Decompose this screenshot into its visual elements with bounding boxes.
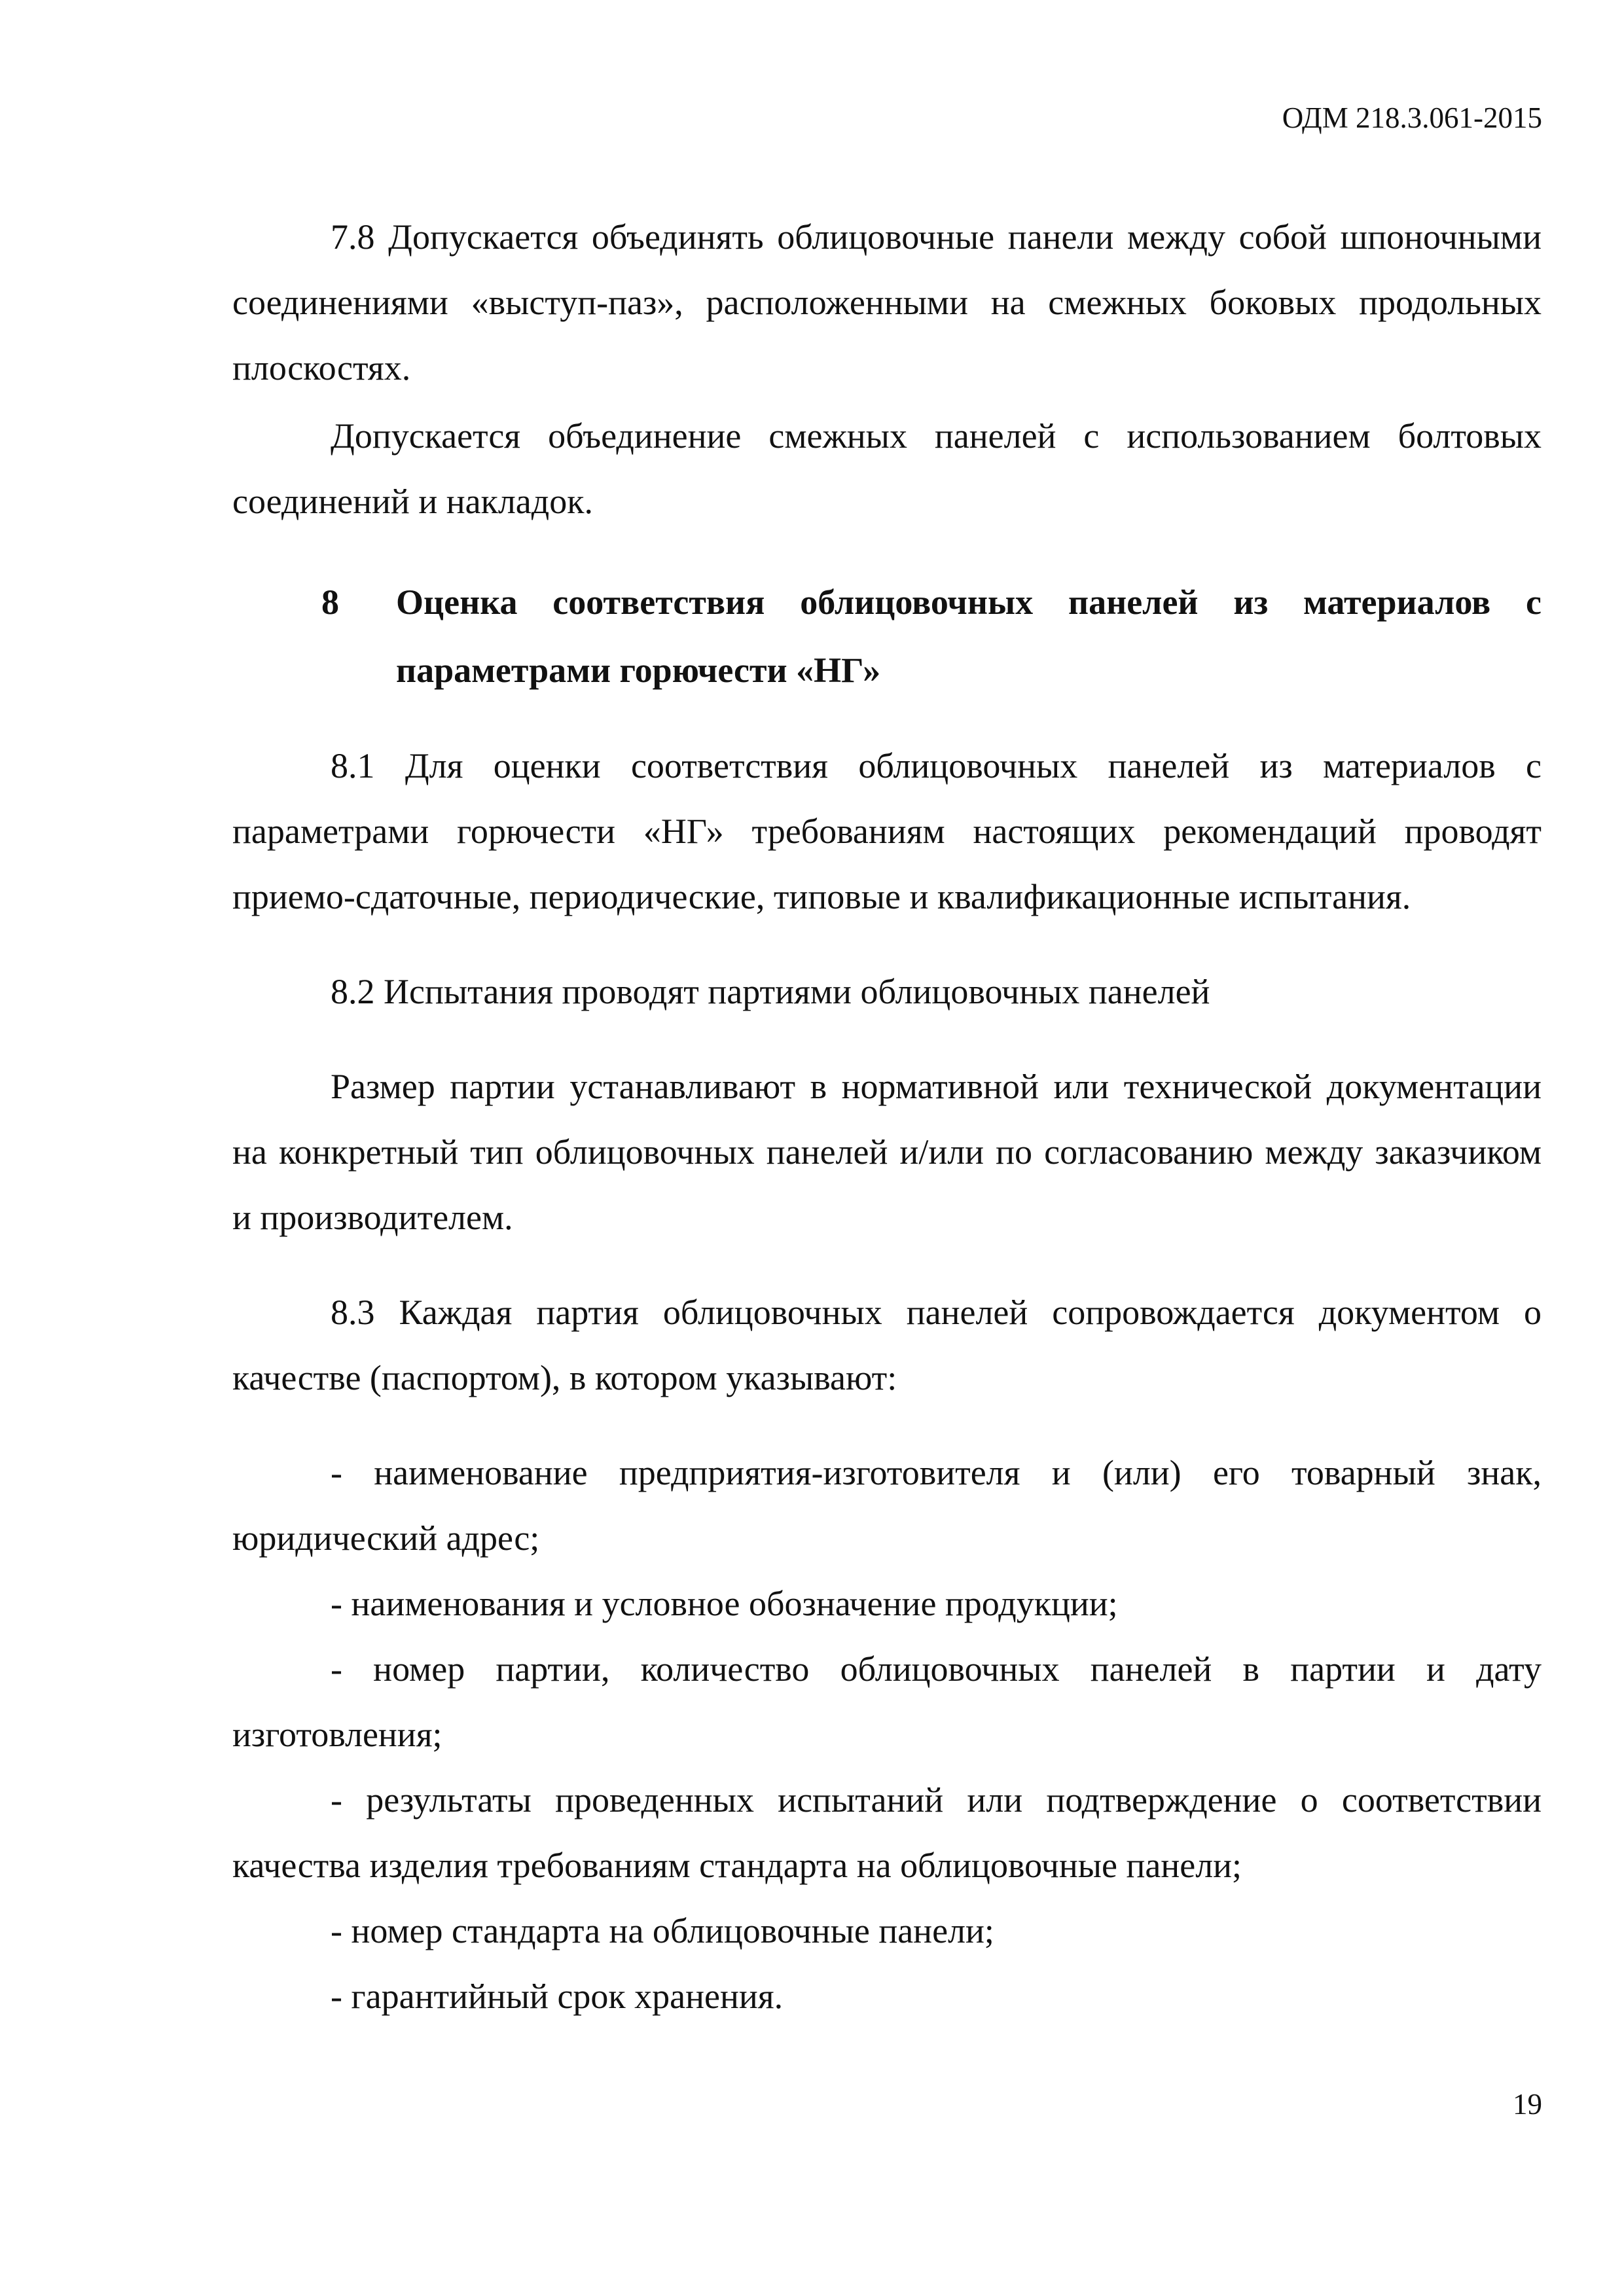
paragraph-text: 8.3 Каждая партия облицовочных панелей сопровождается документом о качестве (паспортом), в котором указывают:	[232, 1293, 1542, 1397]
paragraph-8-2-continued	[232, 1054, 1542, 1250]
paragraph-text: 7.8 Допускается объединять облицовочные панели между собой шпоночными соединениями «выступ-паз», расположенными на смежных боковых продольных плоскостях.	[232, 217, 1542, 387]
paragraph-8-2	[232, 959, 1542, 1024]
list-item: - результаты проведенных испытаний или подтверждение о соответствии качества изделия требованиям стандарта на облицовочные панели;	[232, 1780, 1542, 1885]
section-8-heading	[321, 568, 1542, 704]
list-item: - номер стандарта на облицовочные панели;	[331, 1911, 994, 1950]
paragraph-text: 8.1 Для оценки соответствия облицовочных панелей из материалов с параметрами горючести «НГ» требованиям настоящих рекомендаций проводят приемо-сдаточные, периодические, типовые и квалификационные испытания.	[232, 746, 1542, 916]
paragraph-7-8-continued	[232, 403, 1542, 534]
paragraph-8-1	[232, 733, 1542, 929]
list-item: - номер партии, количество облицовочных панелей в партии и дату изготовления;	[232, 1649, 1542, 1754]
passport-contents-list	[232, 1440, 1542, 2029]
section-title-line-1: Оценка соответствия облицовочных панелей из материалов с	[396, 583, 1542, 622]
document-code-header: ОДМ 218.3.061-2015	[1282, 101, 1542, 134]
paragraph-text: Допускается объединение смежных панелей с использованием болтовых соединений и накладок.	[232, 416, 1542, 521]
paragraph-text: Размер партии устанавливают в нормативной или технической документации на конкретный тип облицовочных панелей и/или по согласованию между заказчиком и производителем.	[232, 1067, 1542, 1237]
section-number: 8	[321, 583, 339, 622]
section-title-line-2: параметрами горючести «НГ»	[396, 651, 881, 690]
list-item: - наименования и условное обозначение продукции;	[331, 1584, 1118, 1623]
list-item: - наименование предприятия-изготовителя и (или) его товарный знак, юридический адрес;	[232, 1453, 1542, 1558]
list-item: - гарантийный срок хранения.	[331, 1977, 784, 2016]
paragraph-text: 8.2 Испытания проводят партиями облицовочных панелей	[331, 972, 1210, 1011]
paragraph-8-3	[232, 1280, 1542, 1410]
paragraph-7-8	[232, 204, 1542, 401]
page-number: 19	[1513, 2088, 1542, 2121]
